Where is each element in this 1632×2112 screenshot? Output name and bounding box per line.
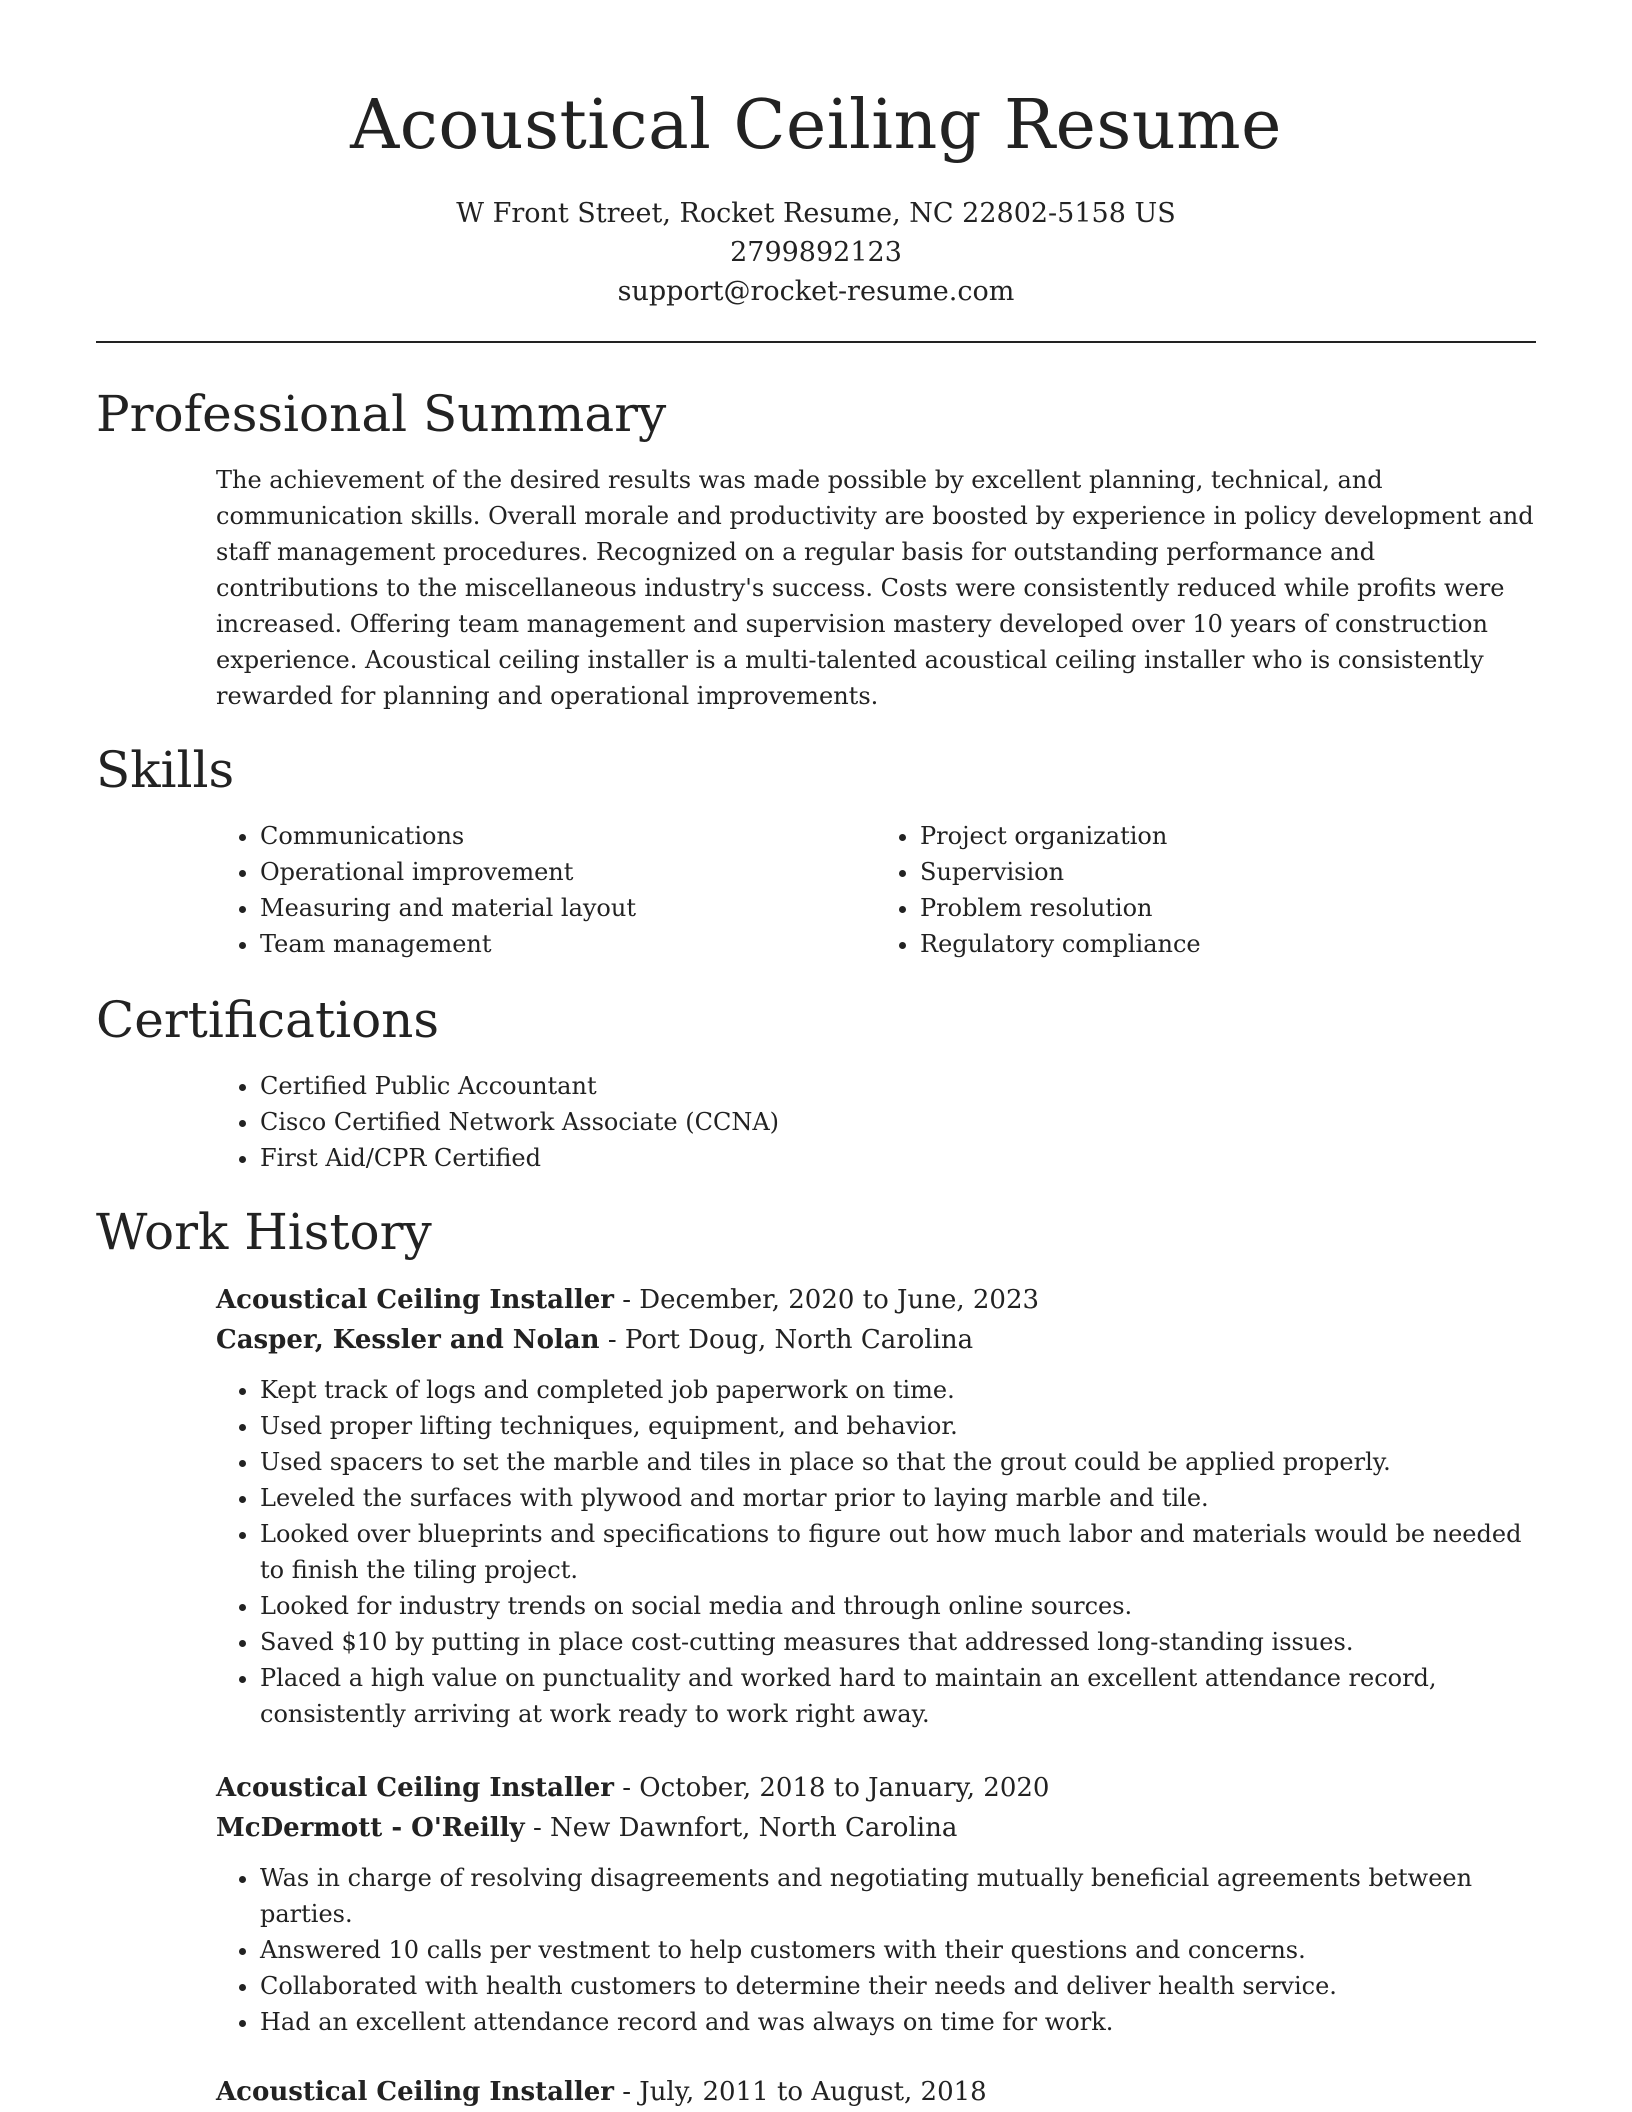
job-bullet: • Used spacers to set the marble and tiles in place so that the grout could be applied properly.	[260, 1444, 1536, 1480]
job-bullet: • Kept track of logs and completed job paperwork on time.	[260, 1372, 1536, 1408]
section-title-skills: Skills	[96, 741, 235, 799]
job-role: Acoustical Ceiling Installer	[216, 1773, 614, 1803]
separator: -	[607, 1325, 625, 1355]
skills-column-left	[216, 818, 876, 962]
certification-item: • Certified Public Accountant	[260, 1068, 1536, 1104]
separator: -	[622, 1773, 640, 1803]
contact-info	[0, 194, 1632, 311]
job-role: Acoustical Ceiling Installer	[216, 1285, 614, 1315]
separator: -	[532, 1813, 550, 1843]
job-entry	[216, 2072, 1536, 2112]
job-bullet: • Looked over blueprints and specifications to figure out how much labor and materials would be needed to finish the tiling project.	[260, 1516, 1536, 1588]
job-bullet: • Answered 10 calls per vestment to help customers with their questions and concerns.	[260, 1932, 1536, 1968]
job-company-line	[216, 1808, 1536, 1848]
job-company: McDermott - O'Reilly	[216, 1813, 525, 1843]
job-bullet: • Had an excellent attendance record and was always on time for work.	[260, 2004, 1536, 2040]
job-bullets	[216, 1860, 1536, 2040]
job-dates: July, 2011 to August, 2018	[639, 2077, 987, 2107]
job-bullet: • Saved $10 by putting in place cost-cutting measures that addressed long-standing issues.	[260, 1624, 1536, 1660]
skill-item: • Project organization	[920, 818, 1536, 854]
resume-title: Acoustical Ceiling Resume	[350, 86, 1282, 165]
skill-item: • Communications	[260, 818, 876, 854]
certification-item: • First Aid/CPR Certified	[260, 1140, 1536, 1176]
skill-item: • Problem resolution	[920, 890, 1536, 926]
separator: -	[622, 1285, 640, 1315]
job-bullet: • Placed a high value on punctuality and worked hard to maintain an excellent attendance record, consistently arriving at work ready to work right away.	[260, 1660, 1536, 1732]
job-dates: October, 2018 to January, 2020	[639, 1773, 1050, 1803]
job-dates: December, 2020 to June, 2023	[639, 1285, 1040, 1315]
job-role-line	[216, 1280, 1536, 1320]
certifications-list	[216, 1068, 1536, 1176]
job-role-line	[216, 2072, 1536, 2112]
job-bullet: • Collaborated with health customers to determine their needs and deliver health service.	[260, 1968, 1536, 2004]
job-bullet: • Used proper lifting techniques, equipment, and behavior.	[260, 1408, 1536, 1444]
job-location: New Dawnfort, North Carolina	[550, 1813, 958, 1843]
contact-address: W Front Street, Rocket Resume, NC 22802-5158 US	[456, 198, 1176, 229]
contact-email: support@rocket-resume.com	[617, 276, 1015, 307]
job-company-line	[216, 1320, 1536, 1360]
job-role: Acoustical Ceiling Installer	[216, 2077, 614, 2107]
summary-text: The achievement of the desired results was made possible by excellent planning, technical, and communication skills. Overall morale and productivity are boosted by experience in policy development and staff management procedures. Recognized on a regular basis for outstanding performance and contributions to the miscellaneous industry's success. Costs were consistently reduced while profits were increased. Offering team management and supervision mastery developed over 10 years of construction experience. Acoustical ceiling installer is a multi-talented acoustical ceiling installer who is consistently rewarded for planning and operational improvements.	[216, 466, 1534, 710]
skills-column-right	[876, 818, 1536, 962]
job-entry	[216, 1280, 1536, 1732]
resume-header	[0, 0, 1632, 311]
contact-phone: 2799892123	[730, 237, 902, 268]
skill-item: • Operational improvement	[260, 854, 876, 890]
job-role-line	[216, 1768, 1536, 1808]
section-title-certifications: Certifications	[96, 991, 440, 1049]
job-location: Port Doug, North Carolina	[624, 1325, 974, 1355]
certification-item: • Cisco Certified Network Associate (CCNA)	[260, 1104, 1536, 1140]
certifications-bullets	[216, 1068, 1536, 1176]
job-bullet: • Looked for industry trends on social media and through online sources.	[260, 1588, 1536, 1624]
skills-list	[216, 818, 1536, 962]
section-title-work-history: Work History	[96, 1203, 432, 1261]
header-divider	[96, 341, 1536, 343]
job-entry	[216, 1768, 1536, 2040]
skill-item: • Regulatory compliance	[920, 926, 1536, 962]
job-bullet: • Was in charge of resolving disagreements and negotiating mutually beneficial agreements between parties.	[260, 1860, 1536, 1932]
skill-item: • Measuring and material layout	[260, 890, 876, 926]
skill-item: • Team management	[260, 926, 876, 962]
section-title-summary: Professional Summary	[96, 385, 667, 443]
separator: -	[622, 2077, 640, 2107]
job-company: Casper, Kessler and Nolan	[216, 1325, 600, 1355]
job-bullets	[216, 1372, 1536, 1732]
job-bullet: • Leveled the surfaces with plywood and mortar prior to laying marble and tile.	[260, 1480, 1536, 1516]
skill-item: • Supervision	[920, 854, 1536, 890]
